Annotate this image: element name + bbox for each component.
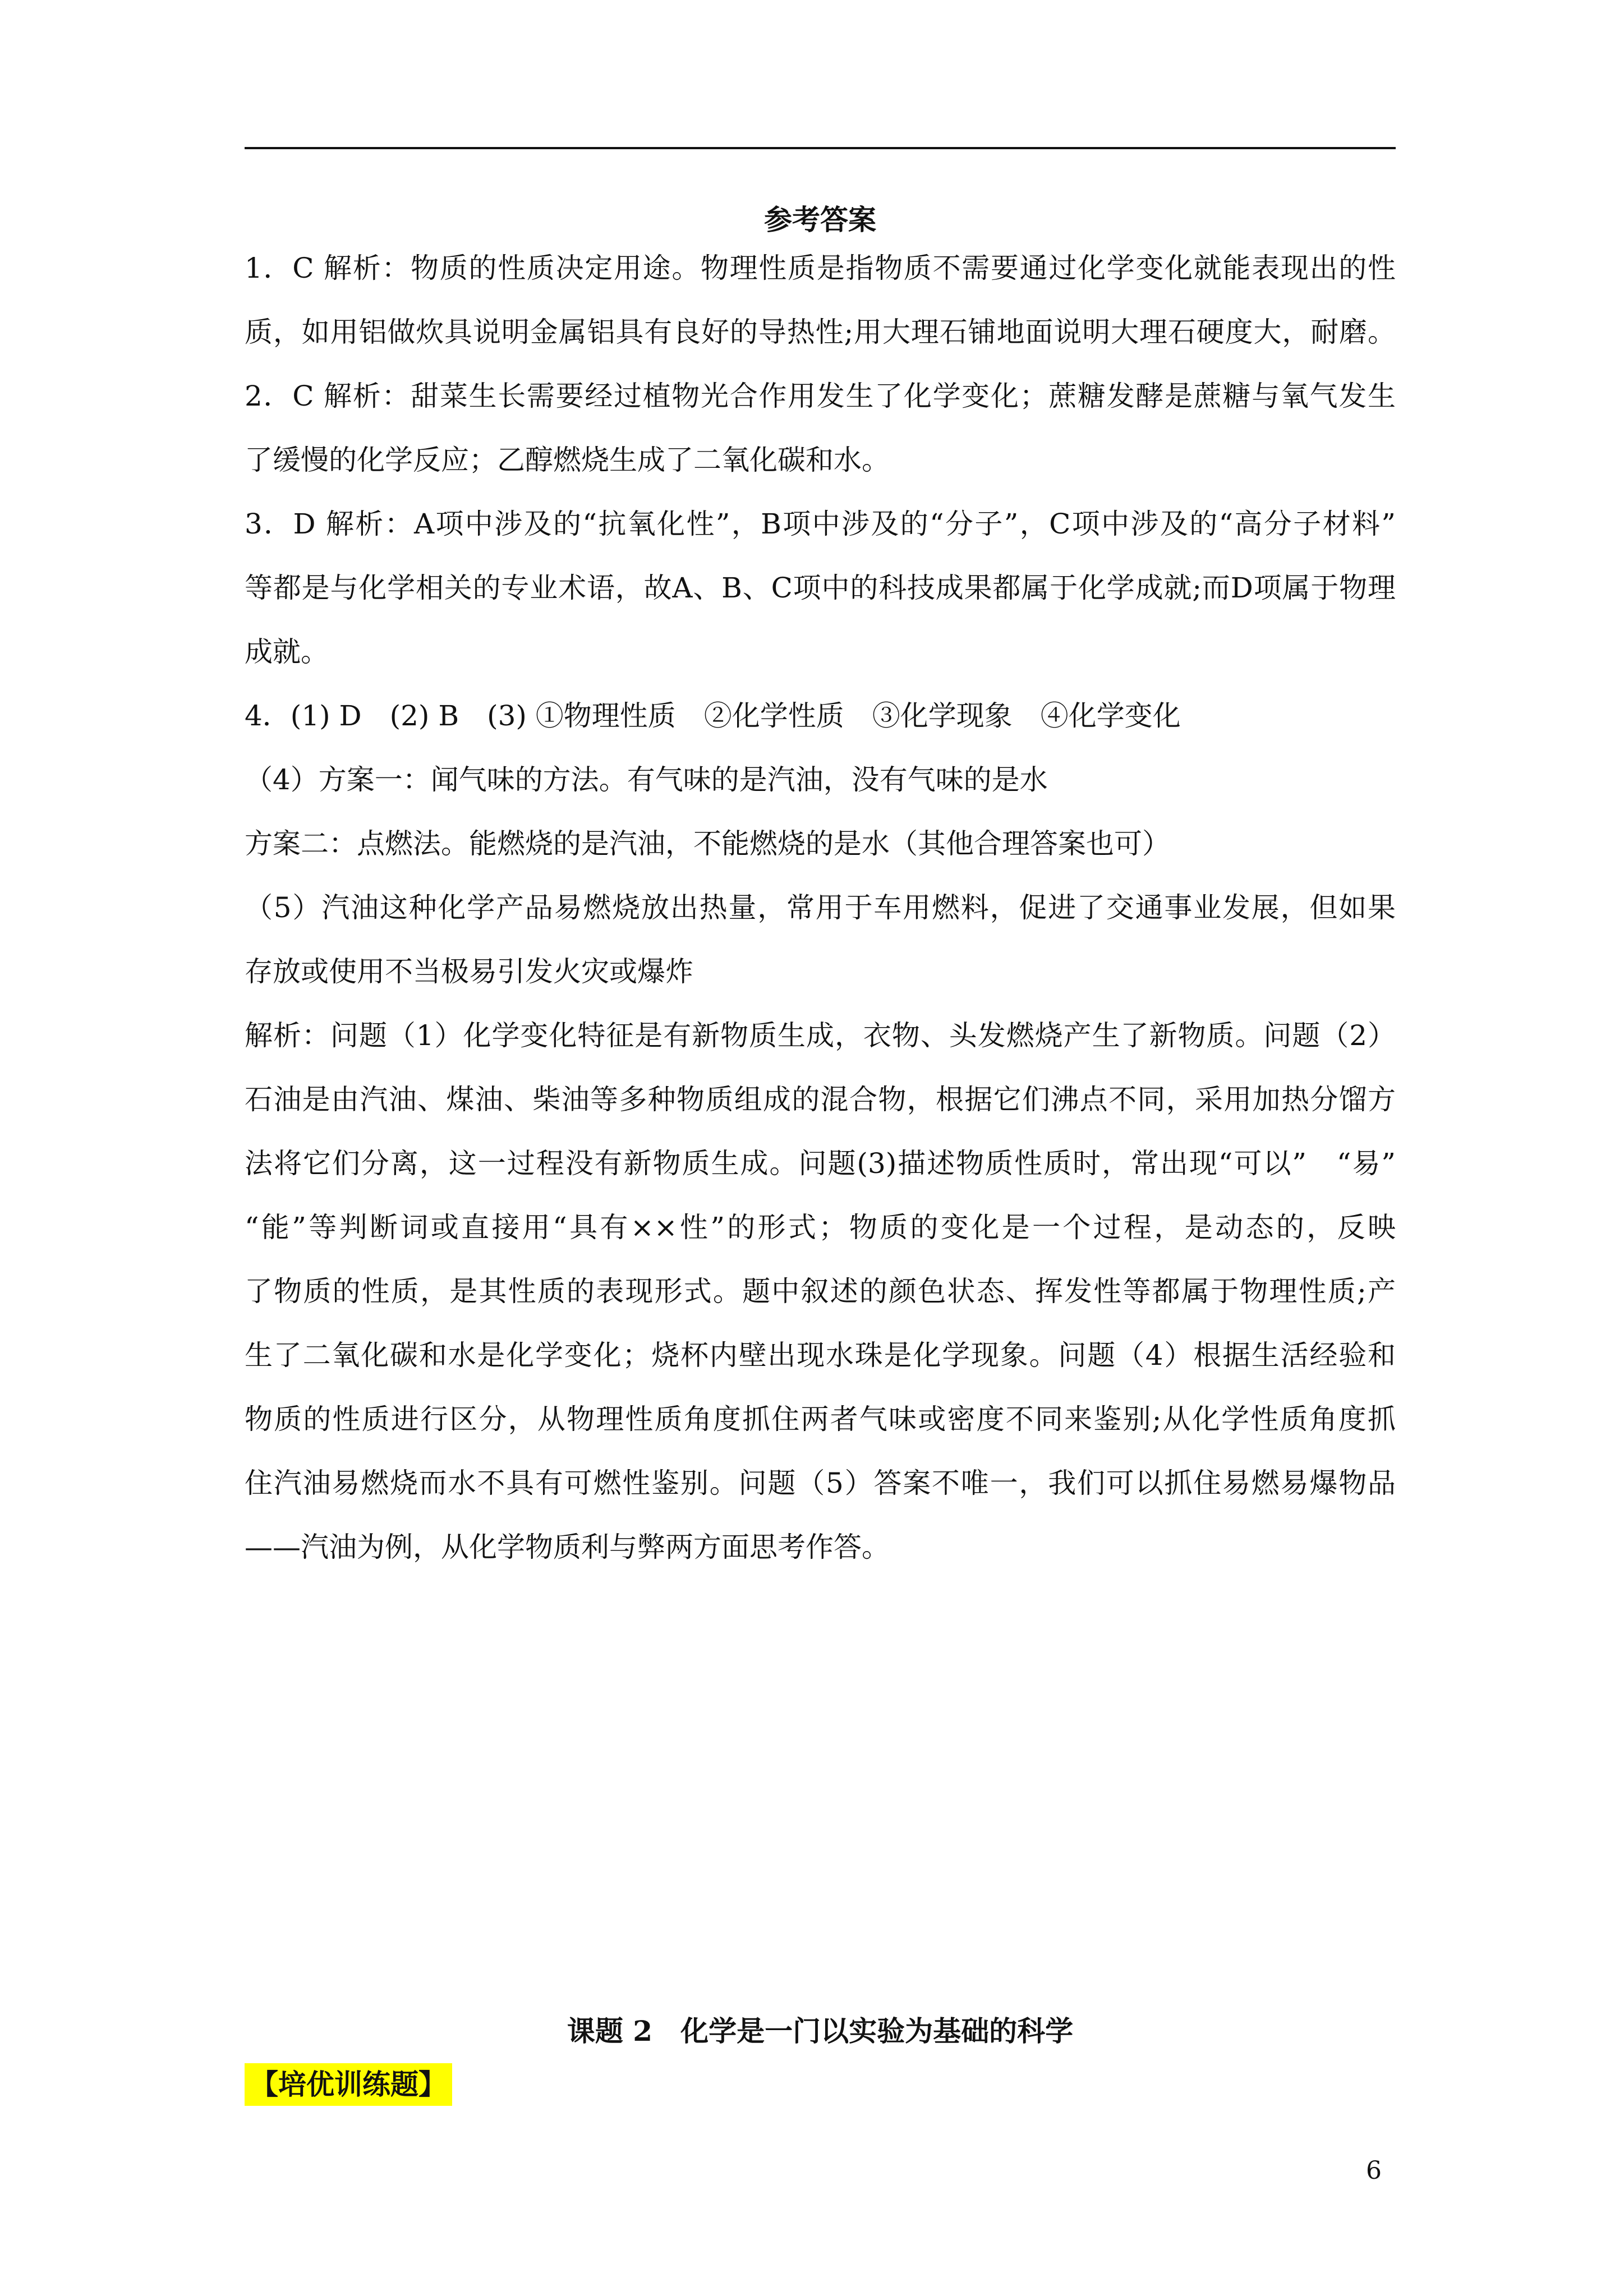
page-number: 6 [1366, 2156, 1382, 2185]
text-line: （4）方案一：闻气味的方法。有气味的是汽油，没有气味的是水 [245, 763, 1048, 796]
text-line: 等都是与化学相关的专业术语，故A、B、C项中的科技成果都属于化学成就;而D项属于物理 [245, 572, 1396, 604]
text-line: 3．D 解析：A项中涉及的“抗氧化性”，B项中涉及的“分子”，C项中涉及的“高分子材料” [245, 508, 1396, 540]
text-line: 质，如用铝做炊具说明金属铝具有良好的导热性;用大理石铺地面说明大理石硬度大，耐磨。 [245, 316, 1396, 348]
text-line: 生了二氧化碳和水是化学变化；烧杯内壁出现水珠是化学现象。问题（4）根据生活经验和 [245, 1339, 1396, 1372]
text-line: 了缓慢的化学反应；乙醇燃烧生成了二氧化碳和水。 [245, 444, 890, 476]
text-line: 解析：问题（1）化学变化特征是有新物质生成，衣物、头发燃烧产生了新物质。问题（2） [245, 1019, 1396, 1052]
text-line: 成就。 [245, 636, 329, 668]
header-rule [245, 147, 1396, 149]
answers-title: 参考答案 [764, 203, 876, 236]
answer-content [245, 251, 1396, 1594]
text-line: 存放或使用不当极易引发火灾或爆炸 [245, 955, 693, 988]
text-line: 方案二：点燃法。能燃烧的是汽油，不能燃烧的是水（其他合理答案也可） [245, 827, 1170, 860]
text-line: （5）汽油这种化学产品易燃烧放出热量，常用于车用燃料，促进了交通事业发展，但如果 [245, 891, 1396, 924]
text-line: 1．C 解析：物质的性质决定用途。物理性质是指物质不需要通过化学变化就能表现出的性 [245, 252, 1396, 284]
text-line: 2．C 解析：甜菜生长需要经过植物光合作用发生了化学变化；蔗糖发酵是蔗糖与氧气发生 [245, 380, 1396, 412]
text-line: 了物质的性质，是其性质的表现形式。题中叙述的颜色状态、挥发性等都属于物理性质;产 [245, 1275, 1396, 1308]
text-line: “能”等判断词或直接用“具有××性”的形式；物质的变化是一个过程，是动态的，反映 [245, 1211, 1396, 1244]
text-line: 4．(1) D (2) B (3) ①物理性质 ②化学性质 ③化学现象 ④化学变化 [245, 700, 1181, 732]
text-line: ——汽油为例，从化学物质利与弊两方面思考作答。 [245, 1531, 890, 1563]
text-line: 石油是由汽油、煤油、柴油等多种物质组成的混合物，根据它们沸点不同，采用加热分馏方 [245, 1083, 1396, 1116]
text-line: 物质的性质进行区分，从物理性质角度抓住两者气味或密度不同来鉴别;从化学性质角度抓 [245, 1403, 1396, 1435]
text-line: 法将它们分离，这一过程没有新物质生成。问题(3)描述物质性质时，常出现“可以” “易” [245, 1147, 1396, 1180]
training-badge: 【培优训练题】 [245, 2063, 452, 2106]
text-line: 住汽油易燃烧而水不具有可燃性鉴别。问题（5）答案不唯一，我们可以抓住易燃易爆物品 [245, 1467, 1396, 1499]
lesson-title: 课题 2 化学是一门以实验为基础的科学 [567, 2014, 1074, 2047]
